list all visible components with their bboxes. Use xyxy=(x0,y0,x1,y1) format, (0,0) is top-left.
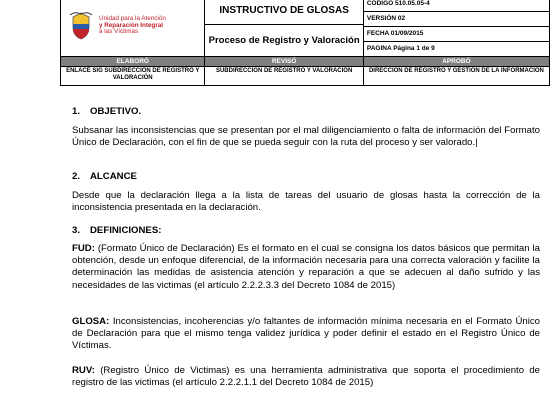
definition-term: GLOSA: xyxy=(72,316,110,327)
section-alcance-heading xyxy=(72,171,137,182)
role-aprobo: APROBÓ xyxy=(363,57,549,67)
metadata-cell xyxy=(363,0,549,57)
section-title: OBJETIVO. xyxy=(90,106,142,117)
objetivo-paragraph: Subsanar las inconsistencias que se presentan por el mal diligenciamiento o falta de información del Formato Único de Declaración, con el fin de que se pueda seguir con la ruta del proceso y ser valorado.| xyxy=(72,125,540,149)
section-definiciones-heading xyxy=(72,225,161,236)
section-title: ALCANCE xyxy=(90,171,137,182)
title-cell xyxy=(205,0,363,57)
logo-line-2: y Reparación Integral xyxy=(99,21,164,29)
document-date: FECHA 01/09/2015 xyxy=(364,27,549,42)
definition-glosa xyxy=(72,316,540,353)
role-elaboro: ELABORÓ xyxy=(61,57,205,67)
roles-row xyxy=(61,57,550,67)
section-title: DEFINICIONES: xyxy=(90,225,162,236)
signer-elaboro: ENLACE SIG SUBDIRECCIÓN DE REGISTRO Y VALORACIÓN xyxy=(61,67,205,86)
definition-term: FUD: xyxy=(72,243,95,254)
logo-cell xyxy=(61,0,205,57)
signer-reviso: SUBDIRECCIÓN DE REGISTRO Y VALORACIÓN xyxy=(205,67,363,86)
signers-row xyxy=(61,67,550,86)
definition-term: RUV: xyxy=(72,365,95,376)
definition-text: (Registro Único de Victimas) es una herramienta administrativa que soporta el procedimiento de registro de las victimas (el artículo 2.2.2.1.1 del Decreto 1084 de 2015) xyxy=(72,365,540,389)
unidad-victimas-logo xyxy=(67,11,166,41)
section-objetivo-heading xyxy=(72,106,141,117)
document-title: INSTRUCTIVO DE GLOSAS xyxy=(205,0,362,25)
definition-fud xyxy=(72,243,540,292)
definition-ruv xyxy=(72,365,540,389)
alcance-paragraph: Desde que la declaración llega a la lista de tareas del usuario de glosas hasta la corrección de la inconsistencia presentada en la declaración. xyxy=(72,190,540,214)
page-indicator: PAGINA Página 1 de 9 xyxy=(366,45,435,52)
section-number: 3. xyxy=(72,225,81,236)
document-header-table xyxy=(60,0,550,86)
signer-aprobo: DIRECCIÓN DE REGISTRO Y GESTIÓN DE LA INFORMACIÓN xyxy=(363,67,549,86)
colombia-crest-icon xyxy=(67,11,95,41)
section-number: 1. xyxy=(72,106,81,117)
logo-text xyxy=(99,16,166,36)
document-code: CÓDIGO 510.05.05-4 xyxy=(364,0,549,12)
role-reviso: REVISÓ xyxy=(205,57,363,67)
document-version: VERSIÓN 02 xyxy=(364,12,549,27)
process-name: Proceso de Registro y Valoración xyxy=(208,34,360,46)
logo-line-3: a las Víctimas xyxy=(99,28,139,36)
logo-line-1: Unidad para la Atención xyxy=(99,15,166,23)
definition-text: Inconsistencias, incoherencias y/o faltantes de información mínima necesaria en el Formato Único de Declaración para que el mismo tenga validez jurídica y poder definir el estado en el Registro Único de Víctimas. xyxy=(72,316,540,352)
definition-text: (Formato Único de Declaración) Es el formato en el cual se consigna los datos básicos que permitan la obtención, desde un enfoque diferencial, de la información necesaria para una correcta valoración y facilite la determinación las medidas de asistencia atención y reparación a que se adecuen al daño sufrido y las necesidades de las victimas (el artículo 2.2.2.3.3 del Decreto 1084 de 2015) xyxy=(72,243,540,291)
section-number: 2. xyxy=(72,171,81,182)
